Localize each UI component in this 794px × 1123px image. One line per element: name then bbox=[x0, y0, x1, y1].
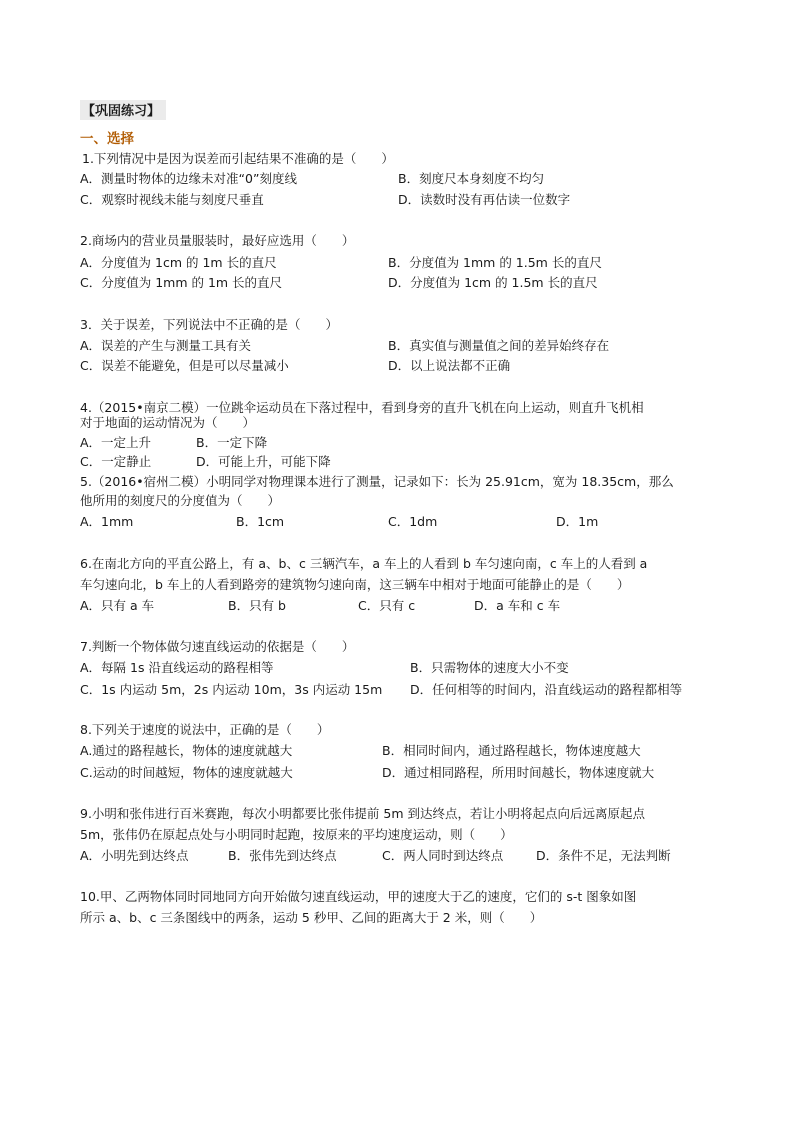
question-1-stem: 1.下列情况中是因为误差而引起结果不准确的是（ ） bbox=[82, 151, 394, 166]
question-10-line-2: 所示 a、b、c 三条图线中的两条，运动 5 秒甲、乙间的距离大于 2 米，则（ ） bbox=[80, 910, 543, 925]
section-title-box bbox=[80, 100, 166, 120]
question-2-option-b: B．分度值为 1mm 的 1.5m 长的直尺 bbox=[388, 255, 602, 270]
question-5-line-1: 5.（2016•宿州二模）小明同学对物理课本进行了测量，记录如下：长为 25.91cm，宽为 18.35cm，那么 bbox=[80, 474, 674, 489]
question-10-line-1: 10.甲、乙两物体同时同地同方向开始做匀速直线运动，甲的速度大于乙的速度，它们的 s-t 图象如图 bbox=[80, 889, 637, 904]
section-title: 【巩固练习】 bbox=[82, 104, 161, 119]
question-2-option-a: A．分度值为 1cm 的 1m 长的直尺 bbox=[80, 255, 277, 270]
question-5-option-c: C．1dm bbox=[388, 514, 438, 529]
question-9-option-a: A．小明先到达终点 bbox=[80, 848, 189, 863]
question-8-option-b: B．相同时间内，通过路程越长，物体速度越大 bbox=[382, 743, 641, 758]
question-3-option-b: B．真实值与测量值之间的差异始终存在 bbox=[388, 338, 610, 353]
question-1-option-c: C．观察时视线未能与刻度尺垂直 bbox=[80, 192, 264, 207]
question-6-line-2: 车匀速向北，b 车上的人看到路旁的建筑物匀速向南，这三辆车中相对于地面可能静止的是（ ） bbox=[80, 577, 630, 592]
question-7-option-c: C．1s 内运动 5m，2s 内运动 10m，3s 内运动 15m bbox=[80, 682, 383, 697]
question-1-option-a: A．测量时物体的边缘未对准“0”刻度线 bbox=[80, 171, 297, 186]
question-5-line-2: 他所用的刻度尺的分度值为（ ） bbox=[80, 493, 281, 508]
question-9-option-d: D．条件不足，无法判断 bbox=[536, 848, 671, 863]
question-6-line-1: 6.在南北方向的平直公路上，有 a、b、c 三辆汽车，a 车上的人看到 b 车匀速向南，c 车上的人看到 a bbox=[80, 556, 648, 571]
question-6-option-c: C．只有 c bbox=[358, 598, 416, 613]
question-2-stem: 2.商场内的营业员量服装时，最好应选用（ ） bbox=[80, 233, 355, 248]
question-4-option-b: B．一定下降 bbox=[196, 435, 268, 450]
question-3-stem: 3．关于误差，下列说法中不正确的是（ ） bbox=[80, 317, 338, 332]
question-4-line-1: 4.（2015•南京二模）一位跳伞运动员在下落过程中，看到身旁的直升飞机在向上运动，则直升飞机相 bbox=[80, 400, 644, 415]
question-4-option-a: A．一定上升 bbox=[80, 435, 152, 450]
question-4-option-d: D．可能上升，可能下降 bbox=[196, 454, 331, 469]
question-7-option-b: B．只需物体的速度大小不变 bbox=[410, 660, 569, 675]
question-9-option-b: B．张伟先到达终点 bbox=[228, 848, 337, 863]
question-4-line-2: 对于地面的运动情况为（ ） bbox=[80, 415, 256, 430]
question-9-line-2: 5m，张伟仍在原起点处与小明同时起跑，按原来的平均速度运动，则（ ） bbox=[80, 827, 513, 842]
question-3-option-d: D．以上说法都不正确 bbox=[388, 358, 511, 373]
question-2-option-d: D．分度值为 1cm 的 1.5m 长的直尺 bbox=[388, 275, 598, 290]
question-8-stem: 8.下列关于速度的说法中，正确的是（ ） bbox=[80, 722, 330, 737]
question-4-option-c: C．一定静止 bbox=[80, 454, 152, 469]
question-5-option-b: B．1cm bbox=[236, 514, 285, 529]
question-6-option-b: B．只有 b bbox=[228, 598, 286, 613]
question-7-option-a: A．每隔 1s 沿直线运动的路程相等 bbox=[80, 660, 274, 675]
question-8-option-d: D．通过相同路程，所用时间越长，物体速度就大 bbox=[382, 765, 655, 780]
question-1-option-d: D．读数时没有再估读一位数字 bbox=[398, 192, 571, 207]
question-6-option-d: D．a 车和 c 车 bbox=[474, 598, 561, 613]
question-3-option-c: C．误差不能避免，但是可以尽量减小 bbox=[80, 358, 289, 373]
question-9-option-c: C．两人同时到达终点 bbox=[382, 848, 504, 863]
question-7-option-d: D．任何相等的时间内，沿直线运动的路程都相等 bbox=[410, 682, 683, 697]
question-3-option-a: A．误差的产生与测量工具有关 bbox=[80, 338, 252, 353]
question-1-option-b: B．刻度尺本身刻度不均匀 bbox=[398, 171, 545, 186]
question-7-stem: 7.判断一个物体做匀速直线运动的依据是（ ） bbox=[80, 639, 355, 654]
question-2-option-c: C．分度值为 1mm 的 1m 长的直尺 bbox=[80, 275, 283, 290]
question-9-line-1: 9.小明和张伟进行百米赛跑，每次小明都要比张伟提前 5m 到达终点，若让小明将起点向后远离原起点 bbox=[80, 806, 646, 821]
question-8-option-a: A.通过的路程越长，物体的速度就越大 bbox=[80, 743, 293, 758]
question-6-option-a: A．只有 a 车 bbox=[80, 598, 155, 613]
question-5-option-a: A．1mm bbox=[80, 514, 134, 529]
section-heading: 一、选择 bbox=[80, 131, 134, 147]
question-8-option-c: C.运动的时间越短，物体的速度就越大 bbox=[80, 765, 293, 780]
question-5-option-d: D．1m bbox=[556, 514, 599, 529]
